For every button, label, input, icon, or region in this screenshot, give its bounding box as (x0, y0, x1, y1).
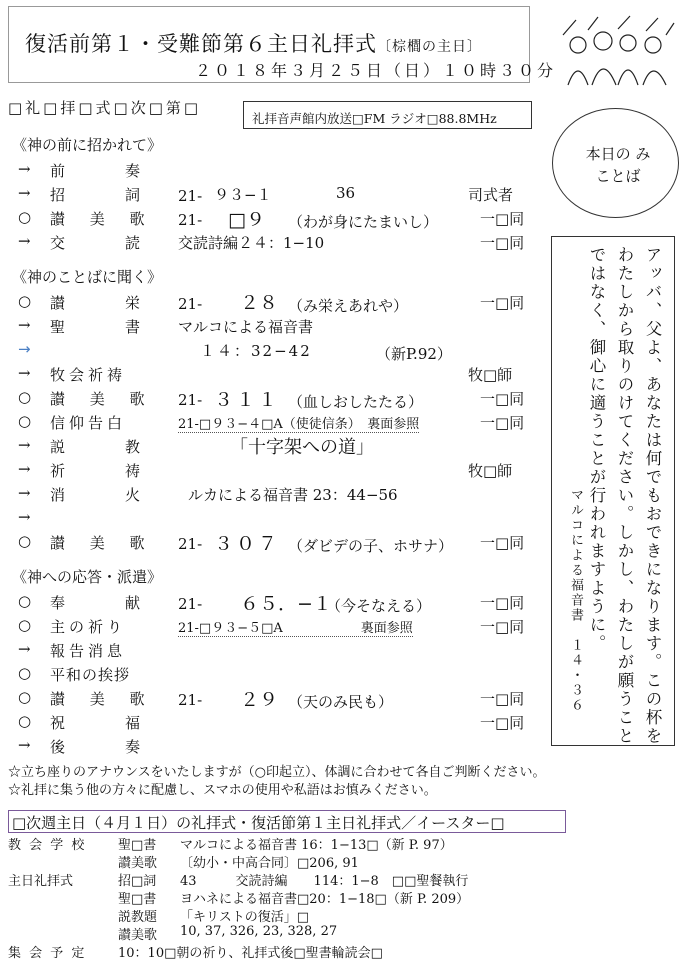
row-label: 報告消息 (50, 642, 127, 660)
verse-reference: マルコによる福音書 １４・３６ (568, 488, 583, 713)
row-label: 信仰告白 (50, 414, 127, 432)
hymnal-prefix: 21- (178, 295, 203, 313)
next-week-item: 聖□書 (118, 892, 157, 907)
row-label: 聖 書 (50, 318, 151, 336)
next-week-detail: 「キリストの復活」□ (180, 910, 310, 925)
row-mark: ○ (18, 292, 32, 310)
row-role: 一□同 (480, 618, 525, 636)
row-mark: → (18, 736, 31, 754)
row-label: 讃 美 歌 (50, 390, 155, 408)
row-mark: → (18, 160, 31, 178)
row-mark: ○ (18, 616, 32, 634)
row-label: 讃 美 歌 (50, 534, 155, 552)
row-role: 一□同 (480, 690, 525, 708)
row-role: 一□同 (480, 234, 525, 252)
row-label: 祝 福 (50, 714, 151, 732)
hymnal-prefix: 21- (178, 691, 203, 709)
row-label: 讃 美 歌 (50, 210, 155, 228)
arrow-icon: → (18, 340, 31, 358)
row-item: ３０７ (214, 533, 281, 555)
next-week-detail: 10, 37, 326, 23, 328, 27 (180, 924, 338, 939)
row-role: 牧□師 (468, 462, 513, 480)
row-role: 司式者 (468, 186, 514, 204)
row-label: 消 火 (50, 486, 151, 504)
service-date: ２０１８年３月２５日（日）１０時３０分 (195, 61, 557, 80)
row-item: マルコによる福音書 (178, 318, 314, 336)
hymnal-prefix: 21- (178, 535, 203, 553)
row-label: 平和の挨拶 (50, 666, 131, 684)
verse-col-2: わたしから取りのけてください。しかし、わたしが願うこと (615, 246, 634, 746)
row-item: １４：32−42 (200, 342, 312, 360)
order-title: □礼□拝□式□次□第□ (8, 99, 202, 117)
row-label: 主の祈り (50, 618, 127, 636)
row-mark: ○ (18, 208, 32, 226)
verse-col-1: アッバ、父よ、あなたは何でもおできになります。この杯を (643, 246, 662, 746)
row-label: 説 教 (50, 438, 151, 456)
next-week-detail: マルコによる福音書 16：1−13□（新 P. 97） (180, 838, 453, 853)
row-note: （み栄えあれや） (288, 297, 409, 315)
row-mark: ○ (18, 688, 32, 706)
row-mark: ○ (18, 532, 32, 550)
row-role: 一□同 (480, 534, 525, 552)
next-week-category: 教 会 学 校 (8, 838, 87, 853)
row-label: 後 奏 (50, 738, 151, 756)
today-word-label: 本日の みことば (585, 145, 651, 185)
row-role: 牧□師 (468, 366, 513, 384)
next-week-item: 讃美歌 (118, 928, 158, 943)
row-item: ３１１ (214, 389, 281, 411)
row-mark: ○ (18, 664, 32, 682)
row-mark: ○ (18, 712, 32, 730)
row-note: （ダビデの子、ホサナ） (288, 537, 454, 555)
row-role: 一□同 (480, 390, 525, 408)
row-mark: → (18, 484, 31, 502)
next-week-item: 招□詞 (118, 874, 157, 889)
section-title-1: 《神の前に招かれて》 (12, 136, 163, 154)
section-title-2: 《神のことばに聞く》 (12, 268, 163, 286)
row-label: 前 奏 (50, 162, 151, 180)
row-role: 一□同 (480, 414, 525, 432)
note-1: ☆立ち座りのアナウンスをいたしますが（○印起立）、体調に合わせて各自ご判断ください。 (8, 765, 546, 780)
row-item: □９ (228, 209, 265, 231)
row-role: 一□同 (480, 594, 525, 612)
row-role: 一□同 (480, 210, 525, 228)
row-label: 祈 祷 (50, 462, 151, 480)
row-note: （血しおしたたる） (288, 393, 424, 411)
next-week-detail: 〔幼小・中高合同〕□206, 91 (180, 856, 359, 871)
row-label: 牧会祈祷 (50, 366, 127, 384)
row-mark: ○ (18, 388, 32, 406)
next-week-detail: 10：10□朝の祈り、礼拝式後□聖書輪読会□ (118, 946, 383, 961)
row-note: （今そなえる） (326, 597, 432, 615)
row-item: ２９ (240, 689, 279, 711)
row-item: ９３−１ (214, 186, 272, 204)
radio-info: 礼拝音声館内放送□FM ラジオ□88.8MHz (252, 111, 497, 126)
row-item: 21-□９３−５□A 裏面参照 (178, 617, 413, 637)
row-label: 招 詞 (50, 186, 151, 204)
row-mark: → (18, 184, 31, 202)
row-label: 交 読 (50, 234, 151, 252)
row-label: 讃 美 歌 (50, 690, 155, 708)
next-week-category: 主日礼拝式 (8, 874, 74, 889)
row-mark: → (18, 316, 31, 334)
next-week-item: 聖□書 (118, 838, 157, 853)
row-role: 一□同 (480, 714, 525, 732)
note-2: ☆礼拝に集う他の方々に配慮し、スマホの使用や私語はお慎みください。 (8, 783, 437, 798)
row-note: （新P.92） (376, 345, 452, 363)
row-item: ルカによる福音書 23：44−56 (188, 486, 398, 504)
hymnal-prefix: 21- (178, 187, 203, 205)
people-illustration-icon (558, 15, 676, 87)
row-mark: → (18, 508, 31, 526)
row-item: ６５．−１ (240, 593, 332, 615)
row-extra: 36 (336, 184, 356, 202)
hymnal-prefix: 21- (178, 391, 203, 409)
row-mark: → (18, 436, 31, 454)
row-mark: ○ (18, 592, 32, 610)
row-item: 21-□９３−４□A（使徒信条） 裏面参照 (178, 413, 419, 433)
row-item: 交読詩編２４：1−10 (178, 234, 325, 252)
next-week-detail: 43 交読詩編 114：1−8 □□聖餐執行 (180, 874, 469, 889)
row-mark: ○ (18, 412, 32, 430)
row-item: ２８ (240, 292, 279, 314)
sermon-title: 「十字架への道」 (230, 437, 374, 458)
next-week-title: □次週主日（４月１日）の礼拝式・復活節第１主日礼拝式／イースター□ (12, 814, 505, 832)
row-label: 讃 栄 (50, 294, 151, 312)
row-note: （天のみ民も） (288, 693, 394, 711)
service-title: 復活前第１・受難節第６主日礼拝式〔棕櫚の主日〕 (25, 32, 482, 56)
hymnal-prefix: 21- (178, 211, 203, 229)
row-role: 一□同 (480, 294, 525, 312)
row-note: （わが身にたまいし） (288, 213, 439, 231)
row-label: 奉 献 (50, 594, 151, 612)
row-mark: → (18, 232, 31, 250)
next-week-detail: ヨハネによる福音書□20：1−18□（新 P. 209） (180, 892, 470, 907)
next-week-item: 説教題 (118, 910, 158, 925)
verse-col-3: ではなく、御心に適うことが行われますように。 (587, 246, 606, 653)
row-mark: → (18, 460, 31, 478)
row-mark: → (18, 640, 31, 658)
row-mark: → (18, 364, 31, 382)
next-week-item: 讃美歌 (118, 856, 158, 871)
section-title-3: 《神への応答・派遣》 (12, 568, 163, 586)
next-week-category: 集 会 予 定 (8, 946, 87, 961)
hymnal-prefix: 21- (178, 595, 203, 613)
